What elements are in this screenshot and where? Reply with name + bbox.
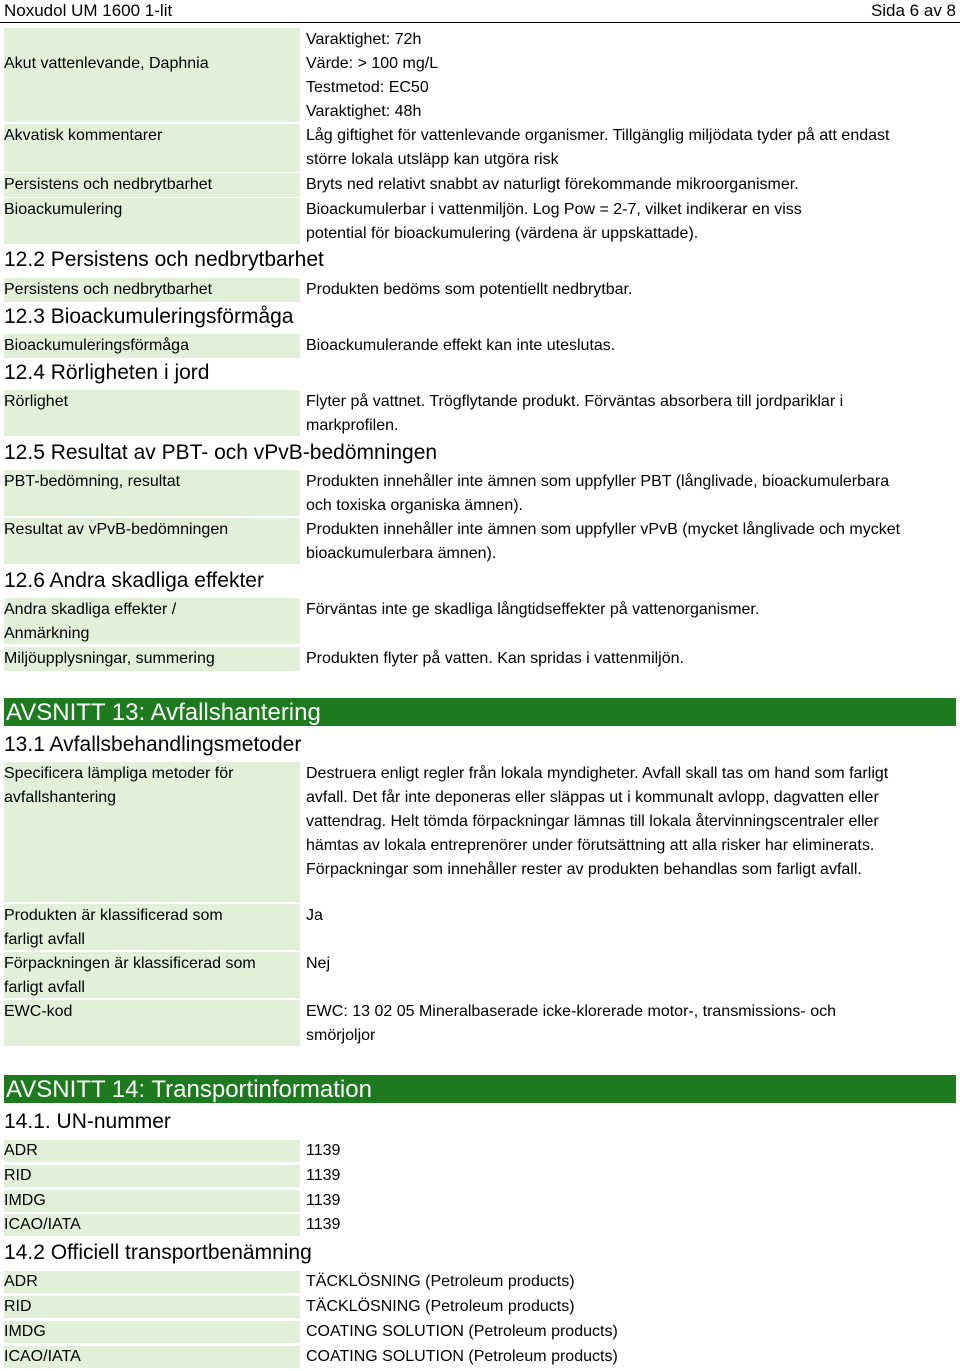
methods-label: Specificera lämpliga metoder för avfallshantering — [4, 765, 234, 806]
vpvb-label: Resultat av vPvB-bedömningen — [4, 521, 229, 538]
section-14-header: AVSNITT 14: Transportinformation — [4, 1075, 956, 1103]
un-row-label: IMDG — [4, 1190, 300, 1212]
bio-value: Bioackumulerbar i vattenmiljön. Log Pow = 2-7, vilket indikerar en viss potential för bioackumulering (värdena är uppskattade). — [306, 201, 802, 242]
section-12-4-title: 12.4 Rörligheten i jord — [4, 361, 210, 384]
pack-label: Förpackningen är klassificerad som farligt avfall — [4, 955, 256, 996]
akv-label: Akvatisk kommentarer — [4, 127, 163, 144]
section-12-6-title: 12.6 Andra skadliga effekter — [4, 569, 264, 592]
section-12-5-title: 12.5 Resultat av PBT- och vPvB-bedömningen — [4, 441, 438, 464]
s123-value: Bioackumulerande effekt kan inte uteslutas. — [306, 337, 616, 354]
other-label: Andra skadliga effekter / Anmärkning — [4, 601, 177, 642]
ewc-value: EWC: 13 02 05 Mineralbaserade icke-klorerade motor-, transmissions- och smörjoljor — [306, 1003, 836, 1044]
pack-value: Nej — [306, 955, 331, 972]
pers-label: Persistens och nedbrytbarhet — [4, 173, 300, 197]
page-header — [0, 0, 960, 23]
env-label: Miljöupplysningar, summering — [4, 647, 300, 671]
un-row-label: ADR — [4, 1140, 300, 1162]
s124-value: Flyter på vattnet. Trögflytande produkt. Förväntas absorbera till jordpariklar i markprofilen. — [306, 393, 844, 434]
un-row-label: ICAO/IATA — [4, 1214, 300, 1236]
name-row-label: IMDG — [4, 1321, 300, 1343]
prod-value: Ja — [306, 907, 323, 924]
daphnia-value-1: Värde: > 100 mg/L — [306, 55, 439, 72]
name-row-value: COATING SOLUTION (Petroleum products) — [306, 1348, 618, 1365]
s122-label: Persistens och nedbrytbarhet — [4, 278, 300, 302]
daphnia-value-2: Testmetod: EC50 — [306, 79, 429, 96]
section-13-header: AVSNITT 13: Avfallshantering — [4, 698, 956, 726]
ewc-label: EWC-kod — [4, 1003, 73, 1020]
name-row-value: TÄCKLÖSNING (Petroleum products) — [306, 1273, 575, 1290]
pers-value: Bryts ned relativt snabbt av naturligt förekommande mikroorganismer. — [306, 176, 799, 193]
page-number: Sida 6 av 8 — [870, 1, 956, 20]
section-14-2-title: 14.2 Officiell transportbenämning — [4, 1241, 312, 1264]
prod-label: Produkten är klassificerad som farligt avfall — [4, 907, 223, 948]
s124-label: Rörlighet — [4, 393, 69, 410]
daphnia-value-3: Varaktighet: 48h — [306, 103, 422, 120]
section-14-1-title: 14.1. UN-nummer — [4, 1110, 171, 1133]
name-row-label: RID — [4, 1296, 300, 1318]
env-value: Produkten flyter på vatten. Kan spridas i vattenmiljön. — [306, 650, 684, 667]
document-title: Noxudol UM 1600 1-lit — [4, 1, 173, 20]
methods-value: Destruera enligt regler från lokala myndigheter. Avfall skall tas om hand som farligt avfall. Det får inte deponeras eller släppas ut i kommunalt avlopp, dagvatten eller vattendrag. Helt tömda förpackningar lämnas till lokala återvinningscentraler eller hämtas av lokala entreprenörer under förutsättning att alla risker har eliminerats. Förpackningar som innehåller rester av produkten behandlas som farligt avfall. — [306, 765, 889, 878]
un-row-label: RID — [4, 1165, 300, 1187]
section-12-2-title: 12.2 Persistens och nedbrytbarhet — [4, 248, 324, 271]
un-row-value: 1139 — [306, 1167, 341, 1184]
s123-label: Bioackumuleringsförmåga — [4, 334, 300, 358]
name-row-value: COATING SOLUTION (Petroleum products) — [306, 1323, 618, 1340]
name-row-label: ICAO/IATA — [4, 1346, 300, 1368]
section-13-1-title: 13.1 Avfallsbehandlingsmetoder — [4, 733, 302, 756]
s122-value: Produkten bedöms som potentiellt nedbrytbar. — [306, 281, 633, 298]
name-row-label: ADR — [4, 1271, 300, 1293]
section-12-3-title: 12.3 Bioackumuleringsförmåga — [4, 305, 294, 328]
other-value: Förväntas inte ge skadliga långtidseffekter på vattenorganismer. — [306, 601, 760, 618]
akv-value: Låg giftighet för vattenlevande organismer. Tillgänglig miljödata tyder på att endast större lokala utsläpp kan utgöra risk — [306, 127, 890, 168]
pbt-label: PBT-bedömning, resultat — [4, 473, 181, 490]
daphnia-label: Akut vattenlevande, Daphnia — [4, 55, 209, 72]
bio-label: Bioackumulering — [4, 201, 123, 218]
vpvb-value: Produkten innehåller inte ämnen som uppfyller vPvB (mycket långlivade och mycket bioackumulerbara ämnen). — [306, 521, 901, 562]
un-row-value: 1139 — [306, 1216, 341, 1233]
pbt-value: Produkten innehåller inte ämnen som uppfyller PBT (långlivade, bioackumulerbara och toxiska organiska ämnen). — [306, 473, 890, 514]
un-row-value: 1139 — [306, 1142, 341, 1159]
un-row-value: 1139 — [306, 1192, 341, 1209]
duration-72h: Varaktighet: 72h — [306, 31, 422, 48]
name-row-value: TÄCKLÖSNING (Petroleum products) — [306, 1298, 575, 1315]
